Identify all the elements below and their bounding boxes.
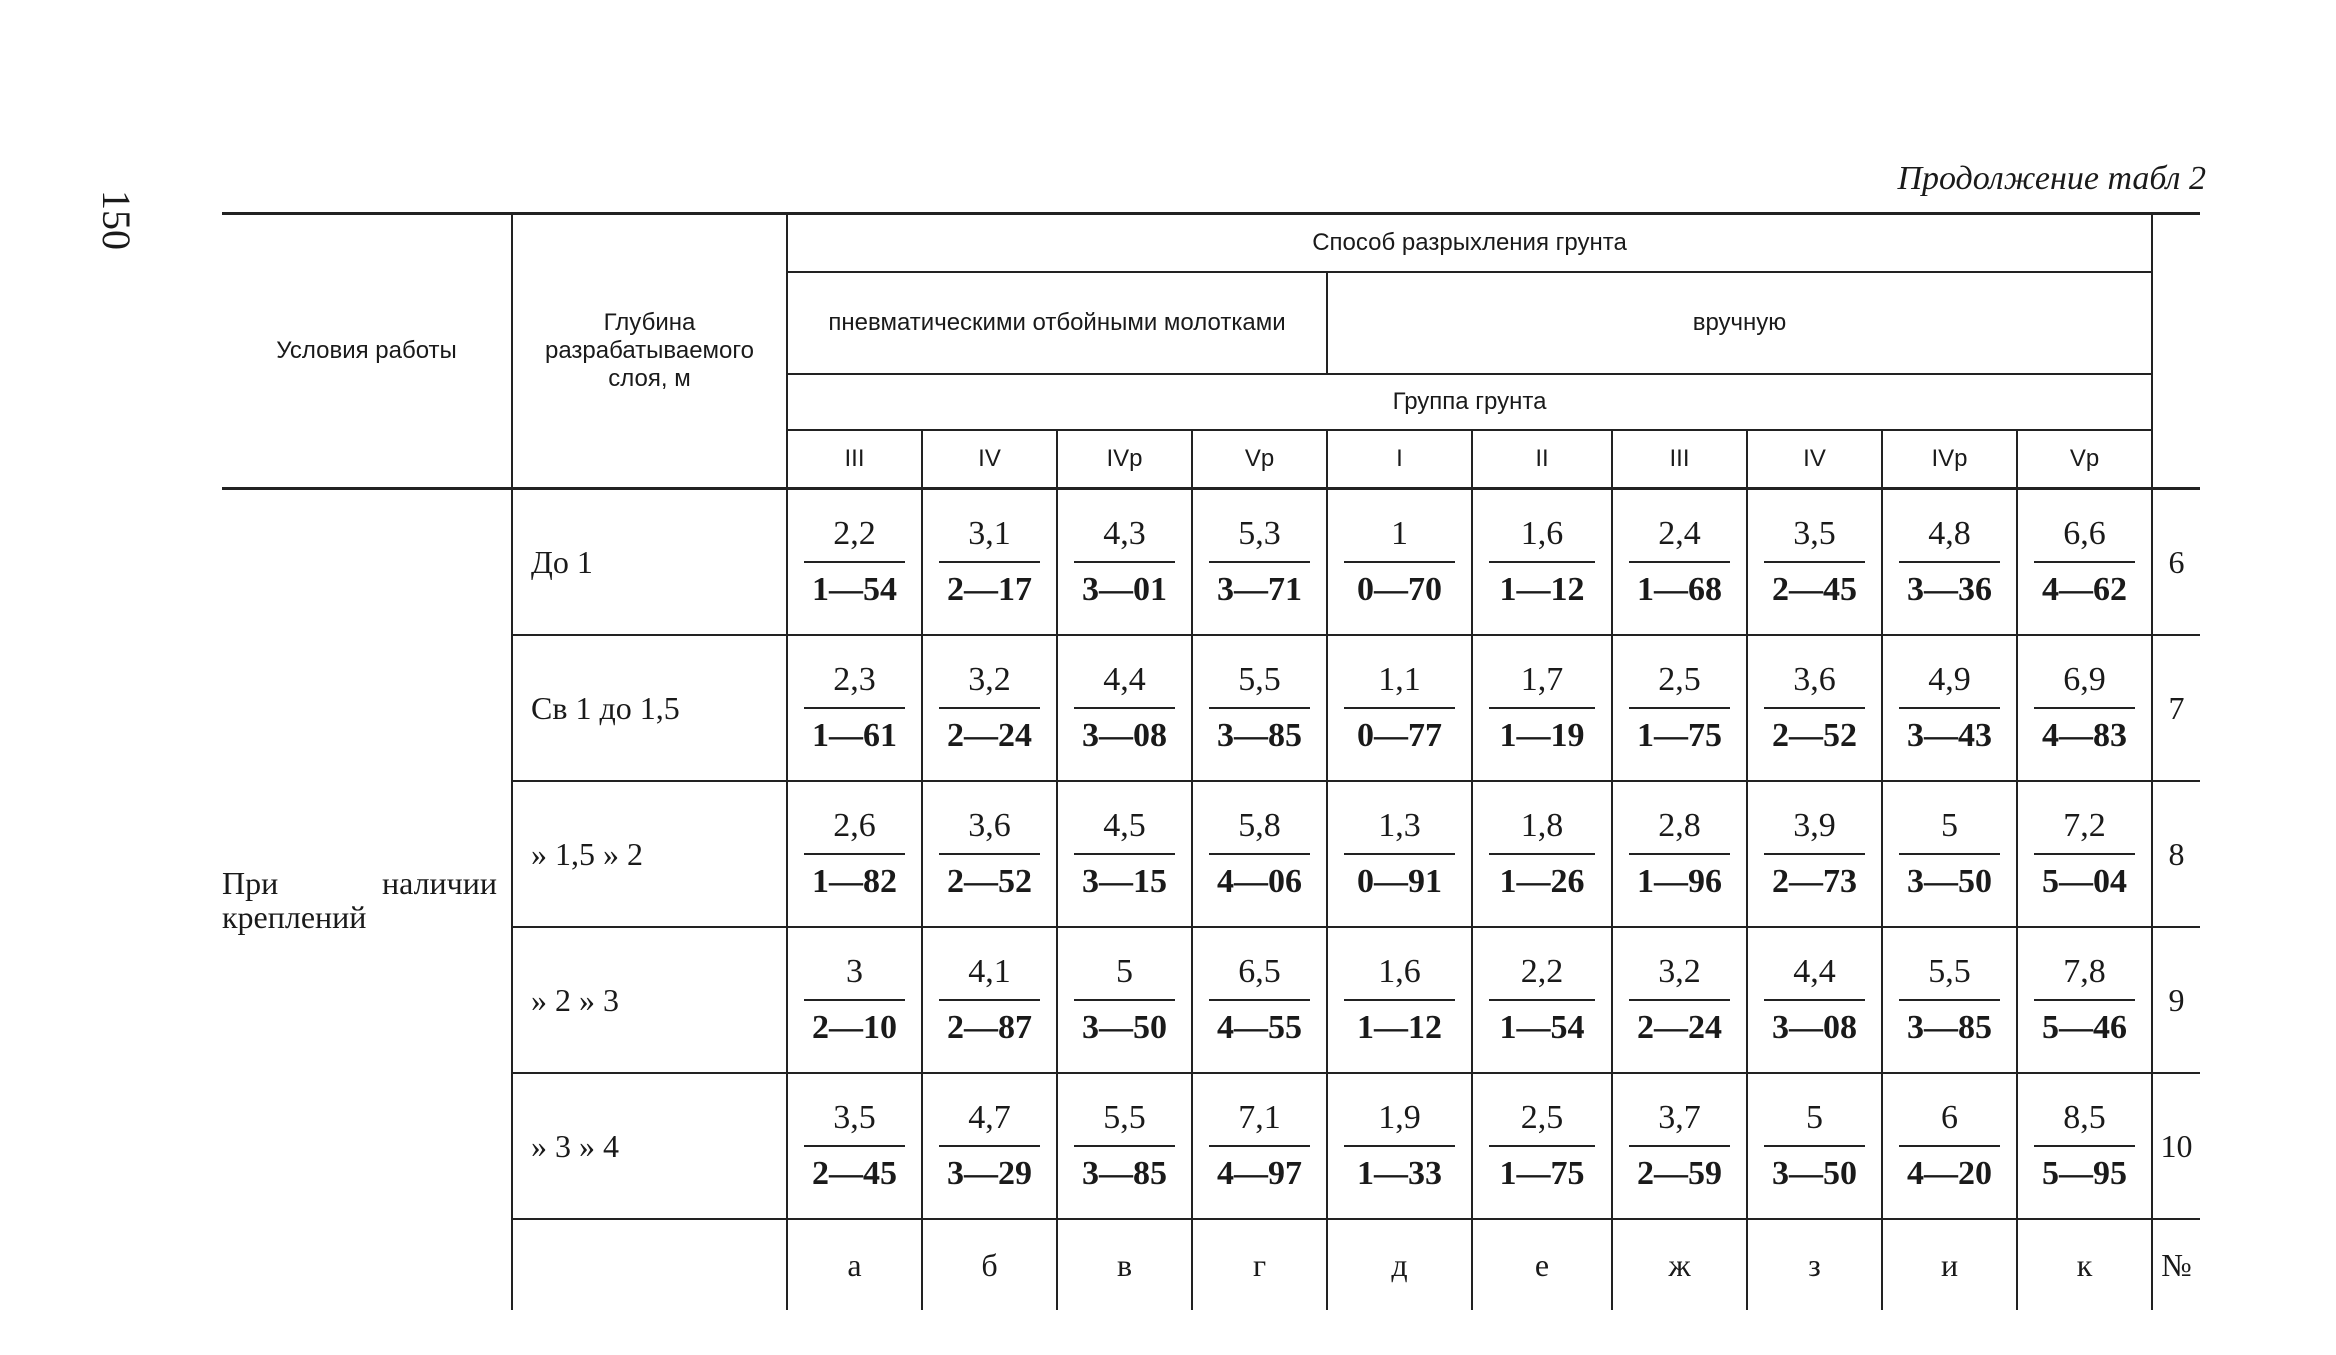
rate-cell — [1882, 489, 2017, 636]
rate-time-value: 1,6 — [1489, 511, 1595, 563]
rate-time-value: 2,6 — [804, 803, 905, 855]
rate-price-value: 5—04 — [2042, 863, 2127, 900]
rate-price-value: 3—50 — [1082, 1009, 1167, 1046]
rate-time-value: 5 — [1074, 949, 1175, 1001]
rate-price-value: 1—12 — [1357, 1009, 1442, 1046]
rate-price-value: 1—19 — [1499, 717, 1585, 754]
rate-cell — [1327, 1073, 1472, 1219]
rate-time-value: 4,1 — [939, 949, 1040, 1001]
rate-price-value: 3—29 — [947, 1155, 1032, 1192]
rate-cell — [1057, 927, 1192, 1073]
rate-cell — [1057, 635, 1192, 781]
rate-cell — [2017, 489, 2152, 636]
rate-cell — [1882, 1073, 2017, 1219]
rate-cell — [1192, 1073, 1327, 1219]
rate-cell — [2017, 927, 2152, 1073]
rate-time-value: 8,5 — [2034, 1095, 2135, 1147]
header-method-pneumatic: пневматическими отбойными молотками — [787, 272, 1327, 374]
header-conditions: Условия работы — [222, 214, 512, 489]
column-letter: в — [1057, 1219, 1192, 1310]
rate-time-value: 2,5 — [1489, 1095, 1595, 1147]
rate-price-value: 5—95 — [2042, 1155, 2127, 1192]
rate-cell — [1472, 489, 1612, 636]
rate-cell — [1192, 489, 1327, 636]
rate-time-value: 5,5 — [1074, 1095, 1175, 1147]
rate-time-value: 1,9 — [1344, 1095, 1455, 1147]
rate-cell — [1057, 781, 1192, 927]
rate-cell — [1057, 1073, 1192, 1219]
rate-cell — [1472, 927, 1612, 1073]
rate-time-value: 1,6 — [1344, 949, 1455, 1001]
rates-table — [222, 212, 2200, 1310]
rate-time-value: 4,9 — [1899, 657, 2000, 709]
rate-time-value: 4,4 — [1074, 657, 1175, 709]
rate-time-value: 2,5 — [1629, 657, 1730, 709]
rate-time-value: 3,5 — [1764, 511, 1865, 563]
header-group-7: IV — [1747, 430, 1882, 489]
table-continuation-caption: Продолжение табл 2 — [1897, 160, 2206, 197]
header-depth: Глубина разрабатываемого слоя, м — [512, 214, 787, 489]
rate-cell — [787, 781, 922, 927]
rate-cell — [1327, 781, 1472, 927]
rate-cell — [1747, 1073, 1882, 1219]
rate-price-value: 2—17 — [947, 571, 1032, 608]
column-letter: к — [2017, 1219, 2152, 1310]
rate-time-value: 5,3 — [1209, 511, 1310, 563]
rate-cell — [922, 927, 1057, 1073]
number-label: № — [2161, 1246, 2192, 1283]
rate-price-value: 2—87 — [947, 1009, 1032, 1046]
header-group-2: IVр — [1057, 430, 1192, 489]
rate-time-value: 4,8 — [1899, 511, 2000, 563]
rate-time-value: 3,9 — [1764, 803, 1865, 855]
rate-time-value: 3,5 — [804, 1095, 905, 1147]
header-group-3: Vр — [1192, 430, 1327, 489]
rate-cell — [922, 1073, 1057, 1219]
rate-cell — [1192, 927, 1327, 1073]
rate-price-value: 4—06 — [1217, 863, 1302, 900]
rate-cell — [2017, 1073, 2152, 1219]
rate-cell — [1192, 635, 1327, 781]
rate-price-value: 4—97 — [1217, 1155, 1302, 1192]
row-number: 6 — [2168, 543, 2185, 580]
rate-cell — [2017, 781, 2152, 927]
rate-cell — [1327, 927, 1472, 1073]
header-method-manual: вручную — [1327, 272, 2152, 374]
header-group-1: IV — [922, 430, 1057, 489]
page-number: 150 — [94, 190, 139, 250]
header-soil-group: Группа грунта — [787, 374, 2152, 430]
rate-cell — [1472, 1073, 1612, 1219]
rate-price-value: 0—91 — [1357, 863, 1442, 900]
rate-price-value: 1—54 — [1499, 1009, 1585, 1046]
header-group-5: II — [1472, 430, 1612, 489]
rate-price-value: 0—70 — [1357, 571, 1442, 608]
rate-cell — [1882, 781, 2017, 927]
rate-price-value: 1—33 — [1357, 1155, 1442, 1192]
rate-cell — [1747, 635, 1882, 781]
rate-time-value: 7,8 — [2034, 949, 2135, 1001]
rate-time-value: 3,2 — [1629, 949, 1730, 1001]
rate-time-value: 1,3 — [1344, 803, 1455, 855]
condition-label: При наличии креплений — [222, 865, 497, 935]
rate-time-value: 4,3 — [1074, 511, 1175, 563]
column-letter: д — [1327, 1219, 1472, 1310]
rate-cell — [1612, 489, 1747, 636]
table-row — [222, 635, 2200, 781]
rate-time-value: 4,7 — [939, 1095, 1040, 1147]
rate-price-value: 3—50 — [1772, 1155, 1857, 1192]
rate-time-value: 3,6 — [1764, 657, 1865, 709]
rate-cell — [787, 1073, 922, 1219]
rate-price-value: 1—12 — [1499, 571, 1585, 608]
rate-price-value: 4—83 — [2042, 717, 2127, 754]
rate-price-value: 1—75 — [1499, 1155, 1585, 1192]
column-letter: з — [1747, 1219, 1882, 1310]
rate-price-value: 3—71 — [1217, 571, 1302, 608]
depth-label: » 3 » 4 — [512, 1073, 787, 1219]
rate-price-value: 5—46 — [2042, 1009, 2127, 1046]
depth-label: До 1 — [512, 489, 787, 636]
rate-price-value: 1—96 — [1637, 863, 1722, 900]
rate-price-value: 1—54 — [812, 571, 897, 608]
rate-price-value: 2—45 — [1772, 571, 1857, 608]
rate-price-value: 2—52 — [947, 863, 1032, 900]
row-number: 8 — [2168, 835, 2185, 872]
rate-time-value: 3,2 — [939, 657, 1040, 709]
rate-time-value: 2,4 — [1629, 511, 1730, 563]
rate-cell — [1612, 927, 1747, 1073]
rate-price-value: 2—73 — [1772, 863, 1857, 900]
depth-label: » 2 » 3 — [512, 927, 787, 1073]
rate-time-value: 5,8 — [1209, 803, 1310, 855]
rate-time-value: 3,6 — [939, 803, 1040, 855]
rate-time-value: 5 — [1899, 803, 2000, 855]
rate-price-value: 3—08 — [1772, 1009, 1857, 1046]
rate-time-value: 2,8 — [1629, 803, 1730, 855]
rate-price-value: 3—85 — [1907, 1009, 1992, 1046]
rate-time-value: 6 — [1899, 1095, 2000, 1147]
rate-time-value: 4,4 — [1764, 949, 1865, 1001]
rate-cell — [922, 781, 1057, 927]
rate-time-value: 6,9 — [2034, 657, 2135, 709]
table-row — [222, 489, 2200, 636]
rate-price-value: 2—59 — [1637, 1155, 1722, 1192]
rate-cell — [922, 635, 1057, 781]
rate-price-value: 2—24 — [947, 717, 1032, 754]
header-group-8: IVр — [1882, 430, 2017, 489]
rate-cell — [1472, 635, 1612, 781]
column-letter: а — [787, 1219, 922, 1310]
rate-price-value: 3—01 — [1082, 571, 1167, 608]
rate-price-value: 3—85 — [1082, 1155, 1167, 1192]
rate-time-value: 1,8 — [1489, 803, 1595, 855]
rate-time-value: 3,7 — [1629, 1095, 1730, 1147]
rate-time-value: 5 — [1764, 1095, 1865, 1147]
table-row — [222, 1073, 2200, 1219]
rate-price-value: 3—43 — [1907, 717, 1992, 754]
rate-time-value: 2,2 — [1489, 949, 1595, 1001]
rate-price-value: 1—82 — [812, 863, 897, 900]
rate-price-value: 2—52 — [1772, 717, 1857, 754]
rate-price-value: 1—61 — [812, 717, 897, 754]
rate-price-value: 2—45 — [812, 1155, 897, 1192]
rate-time-value: 5,5 — [1209, 657, 1310, 709]
rate-price-value: 2—24 — [1637, 1009, 1722, 1046]
rate-time-value: 1,1 — [1344, 657, 1455, 709]
rate-cell — [1057, 489, 1192, 636]
column-letter: и — [1882, 1219, 2017, 1310]
rate-time-value: 2,3 — [804, 657, 905, 709]
rate-price-value: 1—68 — [1637, 571, 1722, 608]
rate-cell — [787, 635, 922, 781]
rate-cell — [1747, 489, 1882, 636]
rate-cell — [922, 489, 1057, 636]
rate-price-value: 1—75 — [1637, 717, 1722, 754]
header-group-9: Vр — [2017, 430, 2152, 489]
rate-price-value: 0—77 — [1357, 717, 1442, 754]
rate-time-value: 1,7 — [1489, 657, 1595, 709]
rate-time-value: 7,2 — [2034, 803, 2135, 855]
rate-cell — [787, 927, 922, 1073]
rate-price-value: 3—50 — [1907, 863, 1992, 900]
rate-cell — [1612, 1073, 1747, 1219]
rate-time-value: 7,1 — [1209, 1095, 1310, 1147]
rate-time-value: 4,5 — [1074, 803, 1175, 855]
rate-time-value: 6,6 — [2034, 511, 2135, 563]
rate-price-value: 3—08 — [1082, 717, 1167, 754]
column-letter: б — [922, 1219, 1057, 1310]
rate-time-value: 3,1 — [939, 511, 1040, 563]
rate-cell — [1882, 927, 2017, 1073]
rate-price-value: 2—10 — [812, 1009, 897, 1046]
column-letter: ж — [1612, 1219, 1747, 1310]
rate-time-value: 2,2 — [804, 511, 905, 563]
rate-price-value: 4—62 — [2042, 571, 2127, 608]
rate-cell — [1327, 489, 1472, 636]
rate-price-value: 4—20 — [1907, 1155, 1992, 1192]
header-group-6: III — [1612, 430, 1747, 489]
rate-price-value: 1—26 — [1499, 863, 1585, 900]
row-number: 9 — [2168, 981, 2185, 1018]
depth-label: » 1,5 » 2 — [512, 781, 787, 927]
rate-cell — [1747, 927, 1882, 1073]
rate-cell — [1882, 635, 2017, 781]
rate-time-value: 1 — [1344, 511, 1455, 563]
rate-cell — [1327, 635, 1472, 781]
table-row — [222, 927, 2200, 1073]
rate-cell — [1612, 635, 1747, 781]
header-method: Способ разрыхления грунта — [787, 214, 2152, 273]
column-letter: е — [1472, 1219, 1612, 1310]
column-letters-row — [222, 1219, 2200, 1310]
rate-cell — [1472, 781, 1612, 927]
rate-time-value: 6,5 — [1209, 949, 1310, 1001]
rate-cell — [1747, 781, 1882, 927]
rate-price-value: 3—15 — [1082, 863, 1167, 900]
rate-cell — [787, 489, 922, 636]
row-number: 10 — [2160, 1127, 2193, 1164]
header-group-0: III — [787, 430, 922, 489]
rate-time-value: 3 — [804, 949, 905, 1001]
column-letter: г — [1192, 1219, 1327, 1310]
rate-price-value: 3—36 — [1907, 571, 1992, 608]
rate-cell — [1612, 781, 1747, 927]
rate-price-value: 4—55 — [1217, 1009, 1302, 1046]
header-group-4: I — [1327, 430, 1472, 489]
rate-cell — [2017, 635, 2152, 781]
row-number: 7 — [2168, 689, 2185, 726]
rate-price-value: 3—85 — [1217, 717, 1302, 754]
rate-time-value: 5,5 — [1899, 949, 2000, 1001]
rate-cell — [1192, 781, 1327, 927]
table-row — [222, 781, 2200, 927]
depth-label: Св 1 до 1,5 — [512, 635, 787, 781]
